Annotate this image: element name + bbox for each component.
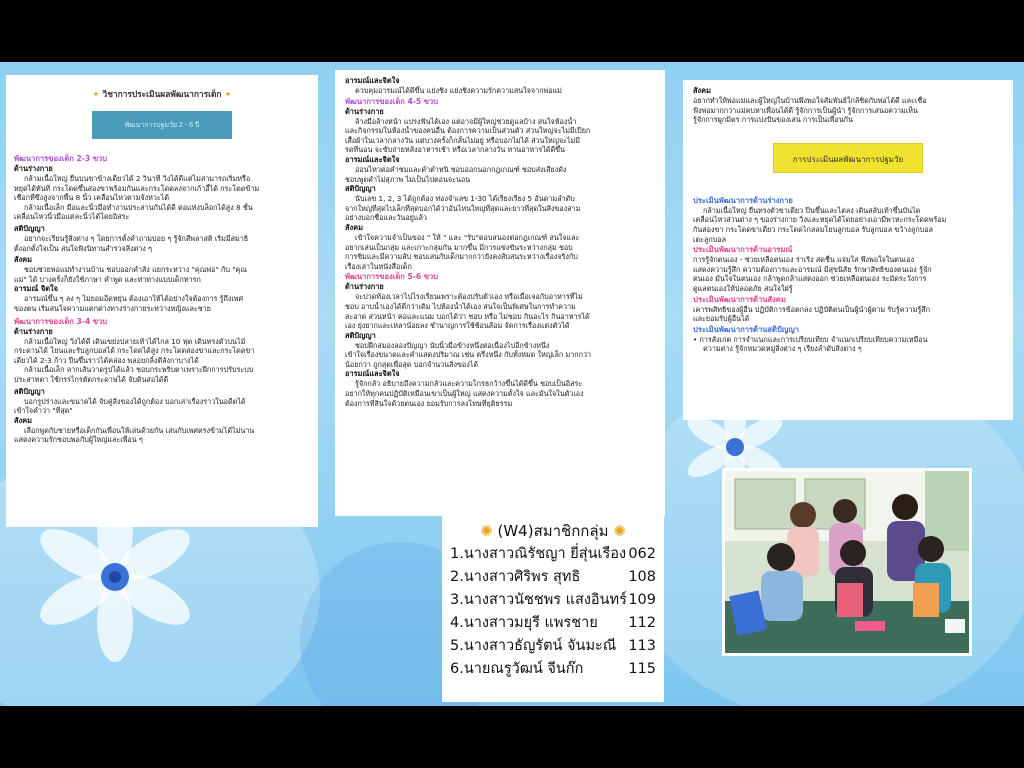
member-name: 5.นางสาวธัญรัตน์ จันมะณี bbox=[450, 638, 617, 654]
section-heading: พัฒนาการของเด็ก 2-3 ขวบ bbox=[14, 154, 108, 163]
slide-background bbox=[0, 62, 1024, 706]
body-text-line: เลือกพูดกับชายหรือเด็กกันเพื่อนให้เล่นด้วยกัน เล่นกับเพศตรงข้ามได้ไม่นาน bbox=[24, 425, 255, 435]
members-title-text: (W4)สมาชิกกลุ่ม bbox=[497, 522, 609, 540]
member-row bbox=[450, 612, 656, 635]
subsection-heading: สังคม bbox=[14, 255, 32, 265]
section-heading: ประเมินพัฒนาการด้านสังคม bbox=[693, 294, 786, 304]
member-row bbox=[450, 658, 656, 681]
body-text-line: ดูแลตนเองให้ปลอดภัย สนใจใฝ่รู้ bbox=[693, 283, 793, 293]
panel-assessment bbox=[683, 80, 1013, 420]
panel-text-body bbox=[693, 86, 1003, 125]
body-text-line: กล้ามเนื้อใหญ่ ยืนบนขาข้างเดียวได้ 2 วินาที วิ่งได้ดีแต่ไม่สามารถเริ่มหรือ bbox=[24, 174, 251, 183]
section-heading: พัฒนาการของเด็ก 4-5 ขวบ bbox=[345, 96, 439, 106]
subsection-heading: ด้านร่างกาย bbox=[14, 326, 53, 336]
subsection-heading: อารมณ์และจิตใจ bbox=[345, 154, 400, 164]
section-heading: พัฒนาการของเด็ก 5-6 ขวบ bbox=[345, 272, 439, 282]
body-text-line: ควบคุมอารมณ์ได้ดีขึ้น แย่งชิง แย่งชิงความรักความสนใจจากพ่อแม่ bbox=[355, 86, 562, 95]
body-text-line: อยากเล่นเป็นกลุ่ม และเกาะกลุ่มกัน มากขึ้น มีการแข่งขันระหว่างกลุ่ม ชอบ bbox=[345, 242, 573, 252]
sunflower-icon: ✺ bbox=[613, 522, 626, 540]
body-text-line: น้อยกว่า ถูกสุดเพื่อสุด บอกจำนวนสิ่งของได้ bbox=[345, 359, 479, 369]
body-text-line: การชิมและมีความลับ ชอบเล่นกับเด็กมากกว่ายังคงสับสนระหว่างเรื่องจริงกับ bbox=[345, 252, 578, 262]
member-id: 112 bbox=[628, 615, 656, 631]
subsection-heading: สติปัญญา bbox=[14, 223, 45, 233]
section-heading: ประเมินพัฒนาการด้านสติปัญญา bbox=[693, 324, 800, 334]
subsection-heading: สังคม bbox=[693, 86, 711, 95]
section-heading: พัฒนาการของเด็ก 3-4 ขวบ bbox=[14, 316, 108, 326]
members-list bbox=[442, 513, 664, 702]
subsection-heading: อารมณ์และจิตใจ bbox=[345, 76, 400, 85]
members-title bbox=[450, 519, 656, 543]
body-text-line: แม่" ได้ บางครั้งก็ยังใช้ภาษา คำพูด และท่าทางแบบเด็กทารก bbox=[14, 274, 201, 284]
group-photo bbox=[722, 468, 972, 656]
subsection-heading: สติปัญญา bbox=[345, 330, 376, 340]
body-text-line: นับเลข 1, 2, 3 ได้ถูกต้อง ท่องจำเลข 1-30 ได้เรียงเรียง 5 อันดามลำดับ bbox=[355, 194, 575, 204]
member-id: 113 bbox=[628, 638, 656, 654]
body-text-line: และกิจกรรมในห้องน้ำของคนอื่น ต้องการความเป็นส่วนตัว ส่วนใหญ่จะไม่มีเปียก bbox=[345, 126, 591, 136]
member-row bbox=[450, 635, 656, 658]
panel-text-body bbox=[14, 153, 310, 445]
member-row bbox=[450, 589, 656, 612]
body-text-line: ล้างมือล้างหน้า แปรงฟันได้เอง แต่อาจมีผู้ใหญ่ช่วยดูแลบ้าง สนใจห้องน้ำ bbox=[355, 116, 577, 126]
body-text-line: ประสาทตา ใช้กรรไกรตัดกระดาษได้ จับดินสอได้ดี bbox=[14, 374, 169, 384]
panel-text-body bbox=[345, 76, 657, 408]
assessment-button[interactable]: การประเมินผลพัฒนาการปฐมวัย bbox=[773, 143, 923, 173]
sunflower-icon: ✺ bbox=[480, 522, 493, 540]
body-text-line: ชอบ อาบน้ำเองได้ดีกว่าเดิม ไปห้องน้ำได้เอง สนใจเป็นพิเศษในการทำความ bbox=[345, 301, 576, 311]
body-text-line: แสดงความรักชอบพอกับผู้ใหญ่และเพื่อน ๆ bbox=[14, 435, 143, 445]
body-text-line: หยุดได้ทันที กระโดดขึ้นสองขาพร้อมกันและกระโดดลงจากเก้าอี้ได้ กระโดดข้าม bbox=[14, 183, 260, 193]
body-text-line: อยากทำให้พ่อแม่และผู้ใหญ่ในบ้านพึงพอใจสัมพันธ์ใกล้ชิดกับพ่อได้ดี และเชื่อ bbox=[693, 96, 927, 105]
body-text-line: รู้จักการผูกมิตร การแบ่งปันของเล่น การเป็นเพื่อนกัน bbox=[693, 115, 853, 125]
body-text-line: ชอบช่วยพ่อแม่ทำงานบ้าน ชอบออกคำสั่ง แยกระหว่าง "คุณพ่อ" กับ "คุณ bbox=[24, 265, 248, 275]
body-text-line: ฟังพ่อมากกว่าแม่คบหาเพื่อนได้ดี รู้จักการเป็นผู้นำ รู้จักการเสนอความเห็น bbox=[693, 105, 918, 115]
title-text: วิชาการประเมินผลพัฒนาการเด็ก bbox=[102, 89, 222, 99]
panel-title bbox=[14, 87, 310, 101]
body-text-line: จากใหญ่ที่สุดไปเล็กที่สุดบอกได้ว่าอันไหนใหญ่ที่สุดและยาวที่สุดในสิ่งของสาม bbox=[345, 203, 581, 213]
subsection-heading: ด้านร่างกาย bbox=[345, 282, 384, 292]
member-id: 109 bbox=[628, 592, 656, 608]
member-name: 4.นางสาวมยุรี แพรชาย bbox=[450, 615, 598, 631]
body-text-line: สะอาด ส่วนหน้า คอและแนม บอกได้ว่า ชอบ หรือ ไม่ชอบ กินอะไร กินอาหารได้ bbox=[345, 311, 590, 321]
body-text-line: เข้าใจคำว่า "ที่สุด" bbox=[14, 406, 73, 416]
section-heading: ประเมินพัฒนาการด้านร่างกาย bbox=[693, 195, 793, 205]
body-text-line: ตั้งอกตั้งใจเป็น สนใจฟังนิทานสำรวจสิ่งต่าง ๆ bbox=[14, 243, 152, 253]
body-text-line: การรู้จักตนเอง - ช่วยเหลือตนเอง ร่าเริง สดชื่น แจ่มใส พึงพอใจในตนเอง bbox=[693, 255, 915, 265]
body-text-line: ความต่าง รู้จักหมวดหมู่สิ่งต่าง ๆ เรียงลำดับสิ่งต่าง ๆ bbox=[703, 344, 862, 354]
body-text-line: เชือกที่ขึงสูงจากพื้น 8 นิ้ว เคลื่อนไหวตามจังหวะได้ bbox=[14, 193, 170, 203]
body-text-line: เคลื่อนไหวส่วนต่าง ๆ ของร่างกาย วิ่งและหยุดได้โดยอย่างเอามีพาหะกระโดดพร้อม bbox=[693, 215, 947, 225]
body-text-line: กระดานได้ โยนและรับลูกบอลได้ กระโดดได้สูง กระโดดสองขาและกระโดดขา bbox=[14, 346, 255, 356]
body-text-line: และยอมรับผู้อื่นได้ bbox=[693, 314, 750, 324]
section-heading: ประเมินพัฒนาการด้านอารมณ์ bbox=[693, 245, 793, 255]
subsection-heading: อารมณ์ จิตใจ bbox=[14, 284, 58, 294]
body-text-line: เดียวได้ 2-3 ก้าว ปีนขึ้นราวได้คล่อง พลอยกลิ้งตีลังกาบางได้ bbox=[14, 355, 199, 365]
member-row bbox=[450, 566, 656, 589]
body-text-line: เข้าใจเรื่องขนาดและคำแสดงปริมาณ เช่น ครึ่งหนึ่ง กับทั้งหมด ใหญ่เล็ก มากกว่า bbox=[345, 350, 592, 360]
member-name: 1.นางสาวณิรัชญา ยี่สุ่นเรือง bbox=[450, 546, 627, 562]
group-photo-image bbox=[725, 471, 969, 653]
body-text-line: แสดงความรู้สึก ความต้องการและอารมณ์ มีสุขนิสัย รักษาสิทธิของตนเอง รู้จัก bbox=[693, 264, 932, 274]
body-text-line: เอง ยุ่งยากและเหลาน้อยลง ชำนาญการใช้ช้อนส้อม จัดการเรื่องแต่งตัวได้ bbox=[345, 321, 570, 331]
body-text-line: ของตน เริ่มสนใจความแตกต่างทางร่างกายระหว่างหญิงและชาย bbox=[14, 303, 211, 313]
body-text-line: ชอบฝึกสมองลองปัญญา นับนิ้วมือข้างหนึ่งต่อเนื่องไปอีกข้างหนึ่ง bbox=[355, 340, 550, 350]
body-text-line: กล้ามเนื้อเล็ก ลากเส้นวาดรูปได้แล้ว ชอบกระพริบตาเพราะฝึกการปรับระบบ bbox=[24, 365, 254, 375]
body-text-line: เคารพสิทธิของผู้อื่น ปฏิบัติการข้อตกลง ปฏิบัติตนเป็นผู้นำผู้ตาม รับรู้ความรู้สึก bbox=[693, 304, 930, 314]
body-text-line: ตนเอง มั่นใจในตนเอง กล้าพูดกล้าแสดงออก ช่วยเหลือตนเอง ระมัดระวังการ bbox=[693, 274, 927, 284]
body-text-line: อยากให้ทุกคนปฏิบัติเหมือนเขาเป็นผู้ใหญ่ แสดงความตั้งใจ และมั่นใจในตัวเอง bbox=[345, 389, 584, 399]
body-text-line: อย่างบอกชื่อและวันอยู่แล้ว bbox=[345, 213, 427, 223]
member-id: 108 bbox=[628, 569, 656, 585]
subsection-heading: ด้านร่างกาย bbox=[14, 164, 53, 173]
body-text-line: รู้จักกลัว อธิบายถึงความกลัวและความโกรธกว้างขึ้นได้ดีขึ้น ชอบเป็นอิสระ bbox=[355, 379, 583, 389]
body-text-line: เข้าใจความจำเป็นของ " ให้ " และ "รับ"ตอบสนองต่อกฎเกณฑ์ สนใจและ bbox=[355, 232, 580, 242]
member-name: 2.นางสาวศิริพร สุทธิ bbox=[450, 569, 581, 585]
body-text-line: เคลื่อนไหวนิ้วมือแต่ละนิ้วได้โดยอิสระ bbox=[14, 212, 130, 222]
body-text-line: อารมณ์ขึ้น ๆ ลง ๆ ไม่ยอมอีดหยุ่น ต้องเอาให้ได้อย่างใจต้องการ รู้ถึงเพศ bbox=[24, 294, 244, 304]
subsection-heading: อารมณ์และจิตใจ bbox=[345, 369, 400, 379]
member-name: 3.นางสาวนัชชพร แสงอินทร์ bbox=[450, 592, 627, 608]
members-rows bbox=[450, 543, 656, 681]
panel-development-4-6 bbox=[335, 70, 665, 516]
body-text-line: ชอบพูดคำไม่สุภาพ ไม่เป็นไปตอนจะนอน bbox=[345, 174, 471, 184]
subsection-heading: สังคม bbox=[345, 222, 363, 232]
body-text-line: ต้องการที่สินใจด้วยตนเอง ยอมรับการลงโทษที่ยุติธรรม bbox=[345, 398, 513, 408]
sparkle-icon: ✦ bbox=[92, 89, 100, 99]
body-text-line: • การสังเกต การจำแนกและการเปรียบเทียบ จำแนกเปรียบเทียบความเหมือน bbox=[693, 334, 928, 344]
member-row bbox=[450, 543, 656, 566]
body-text-line: กล้ามเนื้อเล็ก มือและนิ้วมือทำงานประสานกันได้ดี ต่อแท่งบล็อกได้สูง 8 ชั้น bbox=[24, 202, 253, 212]
body-text-line: รดที่นอน จะขับถ่ายหลังอาหารเช้า หรือเวลากลางวัน ทานอาหารได้ดีขึ้น bbox=[345, 145, 565, 155]
development-age-button[interactable]: พัฒนาการปฐมวัย 2 - 6 ปี bbox=[92, 111, 232, 139]
subsection-heading: ด้านร่างกาย bbox=[345, 106, 384, 116]
body-text-line: อ่อนไหวต่อคำชมและคำตำหนิ ชอบออกนอกกฎเกณฑ์ ชอบส่งเสียงดัง bbox=[355, 164, 567, 174]
body-text-line: กันสองขา กระโดดขาเดียว กระโดดไกลลมโยนลูกบอล รับลูกบอล ขว้างลูกบอล bbox=[693, 224, 933, 234]
body-text-line: อยากจะเรียนรู้สิ่งต่าง ๆ โดยการตั้งคำถามบ่อย ๆ รู้จักสีพลาสติ เริ่มมีสมาธิ bbox=[24, 233, 249, 243]
member-id: 115 bbox=[628, 661, 656, 677]
subsection-heading: สังคม bbox=[14, 415, 32, 425]
body-text-line: เตะลูกบอล bbox=[693, 234, 727, 244]
subsection-heading: สติปัญญา bbox=[14, 386, 45, 396]
body-text-line: เสื้อผ้าในเวลากลางวัน แต่บางครั้งก็กลั้นไม่อยู่ หรือบอกไม่ได้ ส่วนใหญ่จะไม่มี bbox=[345, 135, 581, 145]
member-name: 6.นายณรูวัฒน์ จีนก๊ก bbox=[450, 661, 584, 677]
sparkle-icon: ✦ bbox=[224, 89, 232, 99]
body-text-line: บอกรูปร่างและขนาดได้ จับคู่สิ่งของได้ถูกต้อง บอกเล่าเรื่องราวในอดีตได้ bbox=[24, 396, 246, 406]
body-text-line: เรื่องเล่าในหนังสือเด็ก bbox=[345, 261, 412, 271]
panel-text-body bbox=[693, 195, 1003, 354]
body-text-line: กล้ามเนื้อใหญ่ วิ่งได้ดี เดินเขย่งปลายเท้าได้ไกล 10 ฟุต เดินทรงตัวบนไม้ bbox=[24, 336, 246, 346]
body-text-line: กล้ามเนื้อใหญ่ ยืนทรงตัวขาเดียว ปีนขึ้นและไต่ลง เดินสลับเท้าขึ้นบันได bbox=[703, 205, 921, 215]
panel-development-2-4 bbox=[6, 75, 318, 527]
member-id: 062 bbox=[628, 546, 656, 562]
subsection-heading: สติปัญญา bbox=[345, 184, 376, 194]
body-text-line: จะปวดท้องเวลาไปโรงเรียนเพราะต้องปรับตัวเอง หรือเมื่อเจอกับอาหารที่ไม่ bbox=[355, 292, 583, 302]
